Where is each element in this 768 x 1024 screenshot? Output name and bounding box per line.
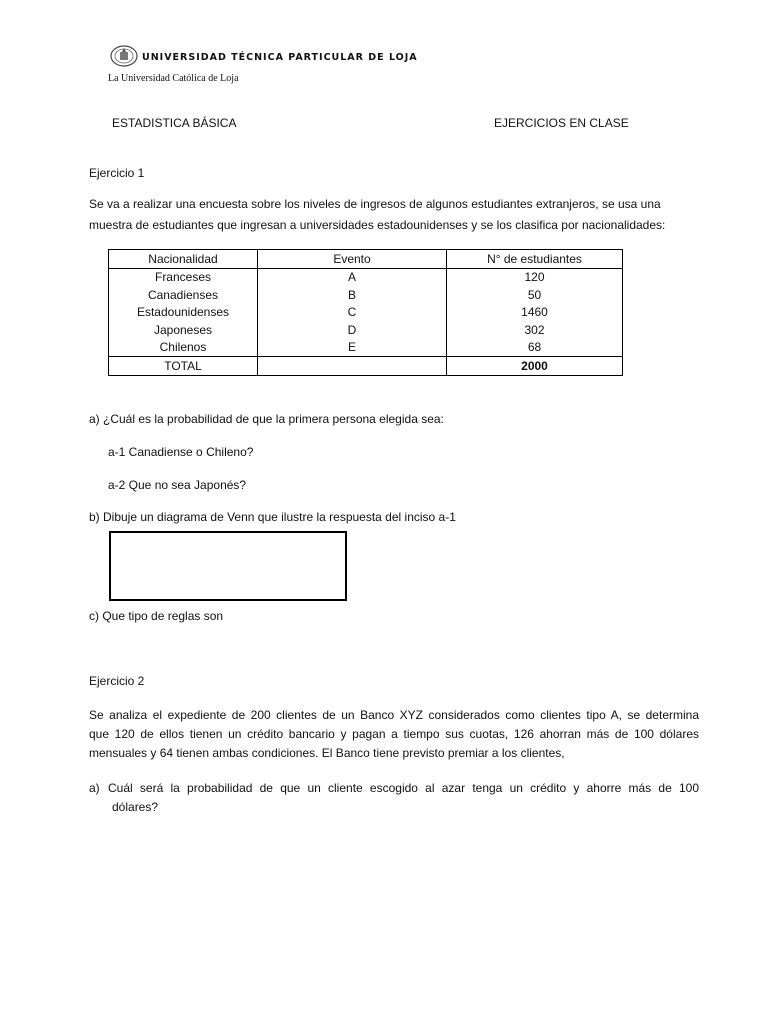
question-a1: a-1 Canadiense o Chileno? (108, 445, 254, 459)
section-title: EJERCICIOS EN CLASE (494, 116, 629, 130)
cell-nationality: Franceses (109, 268, 258, 286)
col-header-students: N° de estudiantes (447, 250, 623, 269)
cell-students: 68 (447, 339, 623, 357)
cell-event: E (258, 339, 447, 357)
cell-students: 1460 (447, 304, 623, 322)
exercise-2-body-line3: mensuales y 64 tienen ambas condiciones. El Banco tiene previsto premiar a los clientes, (89, 746, 565, 760)
cell-event: C (258, 304, 447, 322)
exercise-2-question-a-line2: dólares? (112, 800, 159, 814)
cell-event: D (258, 321, 447, 339)
cell-students: 302 (447, 321, 623, 339)
table-row (109, 304, 623, 322)
question-b: b) Dibuje un diagrama de Venn que ilustre la respuesta del inciso a-1 (89, 510, 456, 524)
cell-total-value: 2000 (447, 357, 623, 376)
exercise-2-body-line1: Se analiza el expediente de 200 clientes de un Banco XYZ considerados como clientes tipo A, se determina (89, 708, 699, 722)
col-header-nationality: Nacionalidad (109, 250, 258, 269)
question-a2: a-2 Que no sea Japonés? (108, 478, 247, 492)
university-subtitle: La Universidad Católica de Loja (108, 73, 239, 84)
question-c: c) Que tipo de reglas son (89, 609, 224, 623)
course-title: ESTADISTICA BÁSICA (112, 116, 237, 130)
exercise-1-intro-line2: muestra de estudiantes que ingresan a universidades estadounidenses y se los clasifica por nacionalidades: (89, 218, 666, 232)
exercise-2-title: Ejercicio 2 (89, 674, 145, 688)
col-header-event: Evento (258, 250, 447, 269)
cell-nationality: Canadienses (109, 286, 258, 304)
nationality-table (108, 249, 623, 376)
university-seal-icon (110, 45, 138, 67)
cell-nationality: Chilenos (109, 339, 258, 357)
cell-event: B (258, 286, 447, 304)
cell-event: A (258, 268, 447, 286)
question-a: a) ¿Cuál es la probabilidad de que la primera persona elegida sea: (89, 412, 444, 426)
cell-nationality: Japoneses (109, 321, 258, 339)
cell-total-event (258, 357, 447, 376)
exercise-2-question-a-line1: Cuál será la probabilidad de que un cliente escogido al azar tenga un crédito y ahorre más de 100 (108, 781, 699, 795)
table-header-row (109, 250, 623, 269)
table-row (109, 268, 623, 286)
exercise-1-title: Ejercicio 1 (89, 166, 145, 180)
cell-students: 120 (447, 268, 623, 286)
cell-students: 50 (447, 286, 623, 304)
cell-total-label: TOTAL (109, 357, 258, 376)
table-total-row (109, 357, 623, 376)
venn-diagram-answer-box (109, 531, 347, 601)
table-row (109, 286, 623, 304)
table-row (109, 321, 623, 339)
exercise-2-question-a-label: a) (89, 781, 100, 795)
university-name: UNIVERSIDAD TÉCNICA PARTICULAR DE LOJA (142, 52, 418, 63)
exercise-2-body-line2: que 120 de ellos tienen un crédito bancario y pagan a tiempo sus cuotas, 126 ahorran más de 100 dólares (89, 727, 699, 741)
cell-nationality: Estadounidenses (109, 304, 258, 322)
table-row (109, 339, 623, 357)
exercise-1-intro-line1: Se va a realizar una encuesta sobre los niveles de ingresos de algunos estudiantes extranjeros, se usa una (89, 197, 661, 211)
